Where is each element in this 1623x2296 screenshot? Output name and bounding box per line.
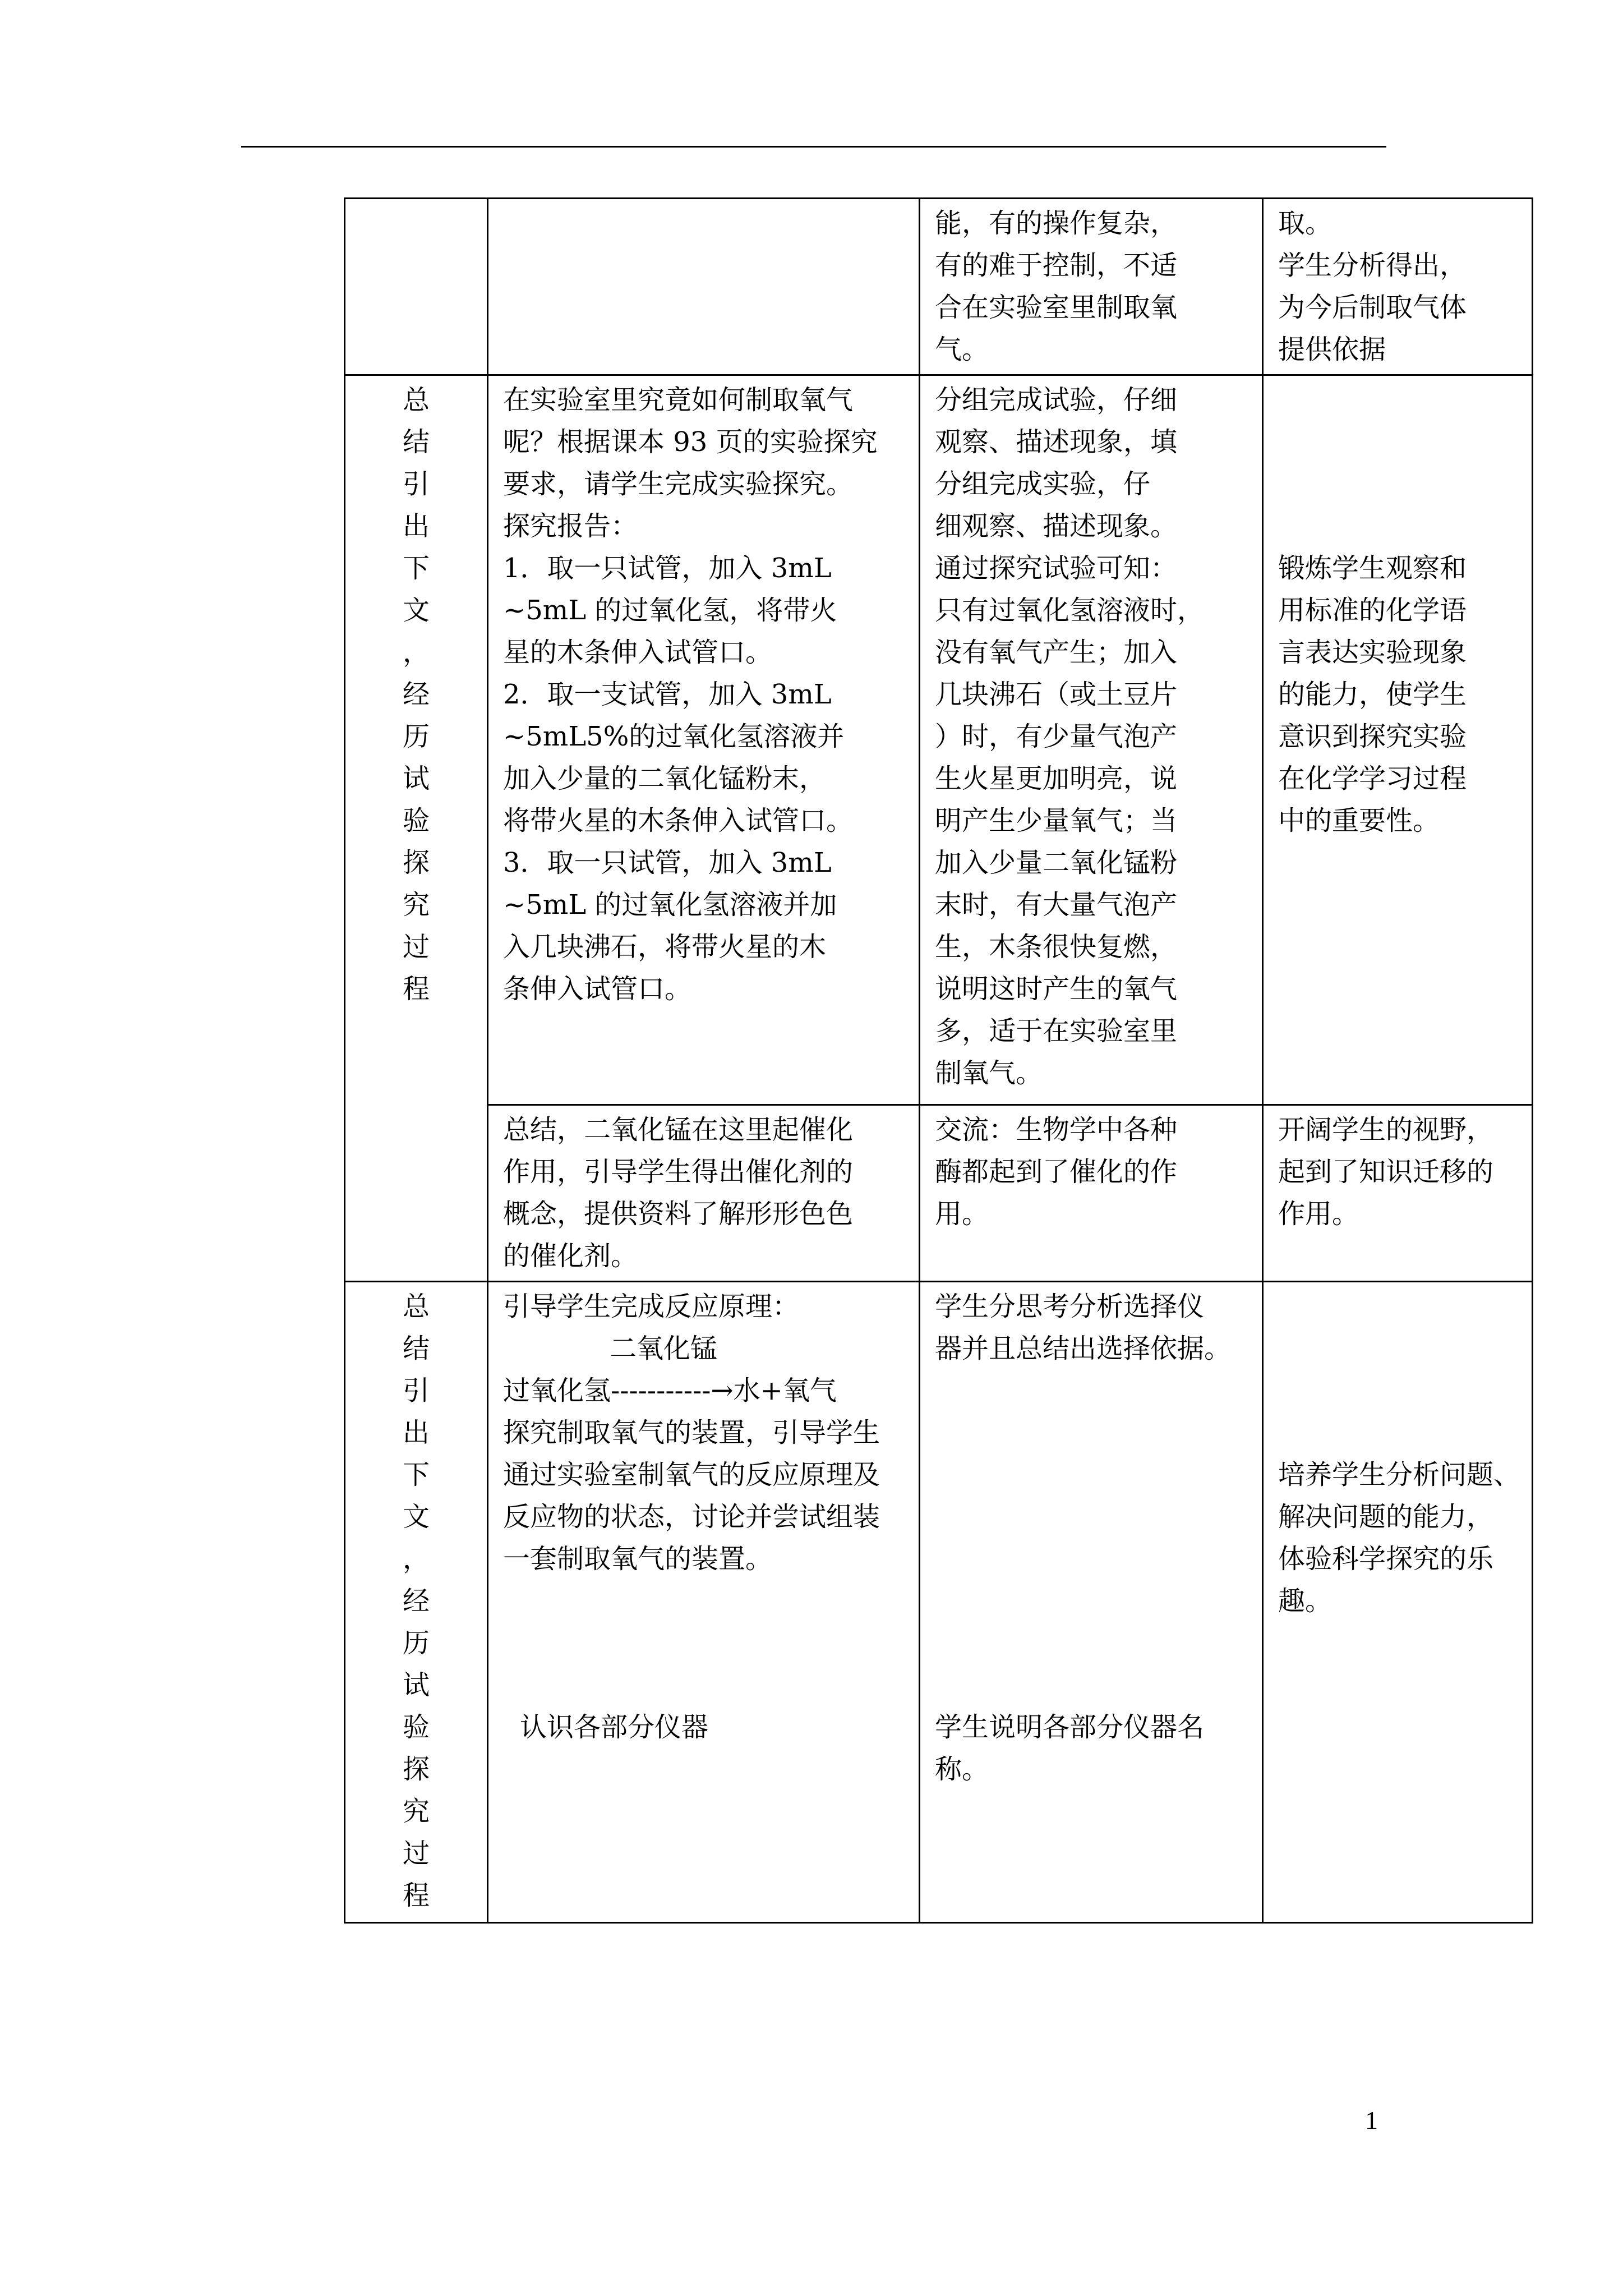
stage-char: 引 bbox=[402, 1375, 430, 1406]
text-line: 星的木条伸入试管口。 bbox=[503, 637, 773, 668]
student-activity-cell bbox=[920, 199, 1263, 375]
text-line: 入几块沸石，将带火星的木 bbox=[503, 931, 827, 963]
text-line: 观察、描述现象，填 bbox=[935, 426, 1178, 458]
design-intent-cell bbox=[1263, 199, 1533, 375]
text-line: 有的难于控制，不适 bbox=[935, 250, 1178, 281]
text-line: 培养学生分析问题、 bbox=[1278, 1459, 1521, 1490]
stage-char: 历 bbox=[402, 721, 430, 752]
stage-char: 结 bbox=[402, 426, 430, 458]
text-line: 在化学学习过程 bbox=[1278, 763, 1467, 794]
text-line: 合在实验室里制取氧 bbox=[935, 292, 1178, 323]
text-line: 通过实验室制氧气的反应原理及 bbox=[503, 1459, 880, 1490]
text-line: 加入少量二氧化锰粉 bbox=[935, 847, 1178, 878]
student-activity-cell bbox=[920, 1105, 1263, 1282]
stage-char: 总 bbox=[402, 384, 430, 416]
text-line: 几块沸石（或土豆片 bbox=[935, 679, 1178, 710]
stage-char: 过 bbox=[402, 931, 430, 963]
spacer bbox=[935, 1370, 1248, 1454]
text-line: 开阔学生的视野， bbox=[1278, 1114, 1494, 1145]
text-line: 起到了知识迁移的 bbox=[1278, 1156, 1494, 1188]
spacer bbox=[503, 1580, 905, 1706]
text-line: 中的重要性。 bbox=[1278, 805, 1440, 836]
text-line: 解决问题的能力， bbox=[1278, 1501, 1494, 1533]
text-line: 体验科学探究的乐 bbox=[1278, 1543, 1494, 1575]
table-row bbox=[345, 1282, 1533, 1923]
text-line: 通过探究试验可知： bbox=[935, 553, 1178, 584]
text-line: 总结，二氧化锰在这里起催化 bbox=[503, 1114, 854, 1145]
stage-char: 究 bbox=[402, 1796, 430, 1827]
text-line: 呢？根据课本 93 页的实验探究 bbox=[503, 426, 878, 458]
text-line: 加入少量的二氧化锰粉末， bbox=[503, 763, 827, 794]
stage-label-cell bbox=[345, 375, 488, 1282]
student-activity-cell bbox=[920, 1282, 1263, 1923]
text-line: 的催化剂。 bbox=[503, 1240, 638, 1272]
table-row bbox=[345, 199, 1533, 375]
text-line: 生，木条很快复燃， bbox=[935, 931, 1178, 963]
text-line: 将带火星的木条伸入试管口。 bbox=[503, 805, 854, 836]
text-line: 条伸入试管口。 bbox=[503, 973, 692, 1005]
text-line: 在实验室里究竟如何制取氧气 bbox=[503, 384, 854, 416]
text-line: 趣。 bbox=[1278, 1585, 1332, 1617]
stage-char: 究 bbox=[402, 889, 430, 921]
stage-char: 过 bbox=[402, 1838, 430, 1869]
spacer bbox=[935, 1454, 1248, 1538]
design-intent-cell bbox=[1263, 1282, 1533, 1923]
teacher-activity-cell bbox=[488, 1105, 920, 1282]
text-line: ~5mL 的过氧化氢，将带火 bbox=[503, 595, 837, 626]
stage-char: 程 bbox=[402, 973, 430, 1005]
lesson-plan-table bbox=[344, 197, 1533, 1924]
text-line: ~5mL5%的过氧化氢溶液并 bbox=[503, 721, 845, 752]
header-rule bbox=[241, 146, 1386, 148]
design-intent-cell bbox=[1263, 375, 1533, 1105]
text-line: 1．取一只试管，加入 3mL bbox=[503, 553, 832, 584]
text-line: 反应物的状态，讨论并尝试组装 bbox=[503, 1501, 880, 1533]
text-line: 交流：生物学中各种 bbox=[935, 1114, 1178, 1145]
page-number: 1 bbox=[1365, 2106, 1378, 2134]
stage-char: 经 bbox=[402, 679, 430, 710]
stage-char: 下 bbox=[402, 1459, 430, 1490]
text-line: 3．取一只试管，加入 3mL bbox=[503, 847, 832, 878]
text-line: 2．取一支试管，加入 3mL bbox=[503, 679, 832, 710]
stage-char: 试 bbox=[402, 763, 430, 794]
text-line: 学生分析得出， bbox=[1278, 250, 1467, 281]
text-line: 言表达实验现象 bbox=[1278, 637, 1467, 668]
text-line: 制氧气。 bbox=[935, 1057, 1043, 1089]
text-line: 要求，请学生完成实验探究。 bbox=[503, 468, 854, 500]
text-line: 分组完成试验，仔细 bbox=[935, 384, 1178, 416]
text-line: 分组完成实验，仔 bbox=[935, 468, 1151, 500]
text-line: 概念，提供资料了解形形色色 bbox=[503, 1198, 854, 1230]
stage-char: 出 bbox=[402, 510, 430, 542]
stage-char: 探 bbox=[402, 847, 430, 878]
student-activity-cell bbox=[920, 375, 1263, 1105]
text-line: 细观察、描述现象。 bbox=[935, 510, 1178, 542]
table-row bbox=[345, 375, 1533, 1105]
stage-char: 验 bbox=[402, 805, 430, 836]
text-line: 说明这时产生的氧气 bbox=[935, 973, 1178, 1005]
stage-char: 总 bbox=[402, 1291, 430, 1322]
stage-cell-empty bbox=[345, 199, 488, 375]
table-row bbox=[345, 1105, 1533, 1282]
text-line: 没有氧气产生；加入 bbox=[935, 637, 1178, 668]
text-line: 作用。 bbox=[1278, 1198, 1359, 1230]
text-line: 生火星更加明亮，说 bbox=[935, 763, 1178, 794]
stage-char: ， bbox=[402, 1543, 430, 1575]
stage-char: 试 bbox=[402, 1669, 430, 1701]
stage-char: 出 bbox=[402, 1417, 430, 1448]
text-line: 取。 bbox=[1278, 208, 1332, 239]
spacer bbox=[935, 1622, 1248, 1706]
text-line: 为今后制取气体 bbox=[1278, 292, 1467, 323]
text-line: 学生说明各部分仪器名 bbox=[935, 1711, 1205, 1743]
stage-char: 结 bbox=[402, 1333, 430, 1364]
text-line: 只有过氧化氢溶液时， bbox=[935, 595, 1205, 626]
text-line: 气。 bbox=[935, 334, 989, 365]
stage-char: 经 bbox=[402, 1585, 430, 1617]
stage-char: 程 bbox=[402, 1880, 430, 1911]
text-line: 明产生少量氧气；当 bbox=[935, 805, 1178, 836]
text-line: 提供依据 bbox=[1278, 334, 1386, 365]
design-intent-cell bbox=[1263, 1105, 1533, 1282]
text-line: 末时，有大量气泡产 bbox=[935, 889, 1178, 921]
text-line: 探究报告： bbox=[503, 510, 638, 542]
text-line: 用。 bbox=[935, 1198, 989, 1230]
text-line: 认识各部分仪器 bbox=[520, 1711, 709, 1743]
spacer bbox=[935, 1538, 1248, 1622]
text-line: ）时，有少量气泡产 bbox=[935, 721, 1178, 752]
text-line: 作用，引导学生得出催化剂的 bbox=[503, 1156, 854, 1188]
stage-char: 历 bbox=[402, 1627, 430, 1659]
text-line: 锻炼学生观察和 bbox=[1278, 553, 1467, 584]
text-line: 学生分思考分析选择仪 bbox=[935, 1291, 1205, 1322]
catalyst-label: 二氧化锰 bbox=[610, 1333, 718, 1364]
text-line: 酶都起到了催化的作 bbox=[935, 1156, 1178, 1188]
text-line: 意识到探究实验 bbox=[1278, 721, 1467, 752]
stage-char: 探 bbox=[402, 1754, 430, 1785]
text-line: ~5mL 的过氧化氢溶液并加 bbox=[503, 889, 837, 921]
reaction-equation: 过氧化氢-----------→水+氧气 bbox=[503, 1375, 837, 1406]
text-line: 用标准的化学语 bbox=[1278, 595, 1467, 626]
stage-char: 验 bbox=[402, 1711, 430, 1743]
text-line: 引导学生完成反应原理： bbox=[503, 1291, 800, 1322]
stage-char: ， bbox=[402, 637, 430, 668]
teacher-activity-cell bbox=[488, 375, 920, 1105]
text-line: 称。 bbox=[935, 1754, 989, 1785]
text-line: 的能力，使学生 bbox=[1278, 679, 1467, 710]
text-line: 多，适于在实验室里 bbox=[935, 1015, 1178, 1047]
text-line: 一套制取氧气的装置。 bbox=[503, 1543, 773, 1575]
stage-char: 文 bbox=[402, 595, 430, 626]
stage-label-cell bbox=[345, 1282, 488, 1923]
text-line: 器并且总结出选择依据。 bbox=[935, 1333, 1232, 1364]
stage-char: 引 bbox=[402, 468, 430, 500]
teacher-activity-cell-empty bbox=[488, 199, 920, 375]
text-line: 探究制取氧气的装置，引导学生 bbox=[503, 1417, 880, 1448]
stage-char: 下 bbox=[402, 553, 430, 584]
text-line: 能，有的操作复杂， bbox=[935, 208, 1178, 239]
stage-char: 文 bbox=[402, 1501, 430, 1533]
teacher-activity-cell bbox=[488, 1282, 920, 1923]
